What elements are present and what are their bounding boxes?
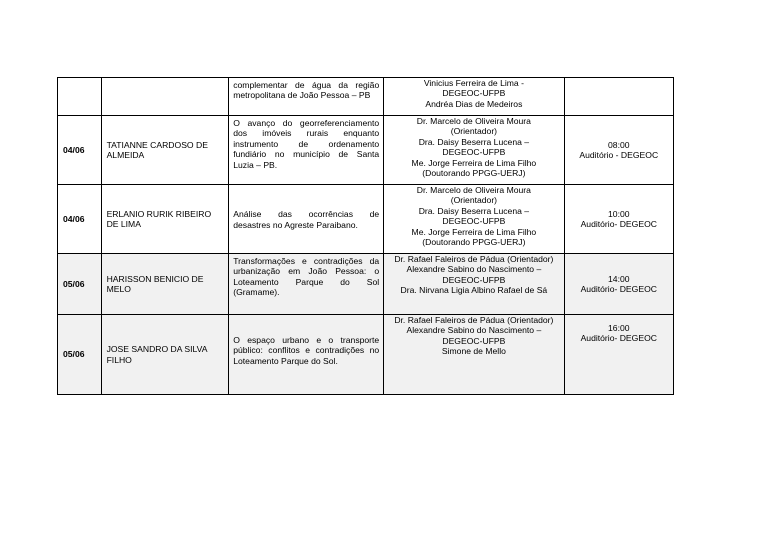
- student-name-cell: [101, 254, 229, 315]
- title-line: (Gramame).: [233, 287, 280, 298]
- name-line: HARISSON BENICIO DE: [106, 273, 204, 284]
- defense-time: 16:00: [608, 323, 630, 333]
- title-line: Loteamento Parque do Sol.: [233, 355, 338, 366]
- committee-cell: [384, 315, 564, 395]
- defense-time: 08:00: [608, 139, 630, 150]
- committee-line: Simone de Mello: [441, 346, 506, 357]
- thesis-title-cell: [229, 78, 384, 116]
- time-place-cell: [564, 78, 673, 116]
- title-line: dos imóveis rurais enquanto: [233, 128, 380, 139]
- defense-time: 10:00: [608, 208, 630, 219]
- table-row: [58, 116, 674, 185]
- committee-line: (Orientador): [450, 126, 498, 137]
- title-line: metropolitana de João Pessoa – PB: [233, 90, 371, 101]
- defense-time: 14:00: [608, 273, 630, 284]
- title-line: O espaço urbano e o transporte: [233, 335, 380, 345]
- committee-line: DEGEOC-UFPB: [442, 216, 506, 227]
- committee-line: Andréa Dias de Medeiros: [425, 98, 523, 109]
- committee-line: DEGEOC-UFPB: [442, 147, 506, 158]
- committee-line: Vinicius Ferreira de Lima -: [423, 78, 524, 88]
- committee-line: Me. Jorge Ferreira de Lima Filho: [411, 226, 537, 237]
- student-name-cell: [101, 116, 229, 185]
- title-line: Luzia – PB.: [233, 159, 278, 170]
- committee-line: (Doutorando PPGG-UERJ): [422, 237, 526, 248]
- name-line: ALMEIDA: [106, 150, 145, 160]
- title-line: Transformações e contradições da: [233, 256, 380, 266]
- title-line: desastres no Agreste Paraibano.: [233, 219, 358, 230]
- title-line: urbanização em João Pessoa: o: [233, 266, 380, 277]
- thesis-title-cell: [229, 185, 384, 254]
- committee-line: Dr. Marcelo de Oliveira Moura: [416, 185, 531, 195]
- title-line: instrumento de ordenamento: [233, 138, 380, 149]
- name-line: JOSE SANDRO DA SILVA: [106, 344, 208, 355]
- time-place-cell: [564, 185, 673, 254]
- committee-line: DEGEOC-UFPB: [442, 274, 506, 285]
- committee-line: Dr. Rafael Faleiros de Pádua (Orientador): [394, 315, 554, 325]
- committee-line: Me. Jorge Ferreira de Lima Filho: [411, 157, 537, 168]
- defense-location: Auditório - DEGEOC: [579, 150, 659, 160]
- defense-schedule-table: [57, 77, 674, 395]
- name-line: TATIANNE CARDOSO DE: [106, 139, 208, 150]
- committee-line: Dra. Daisy Beserra Lucena –: [418, 136, 530, 147]
- committee-line: (Orientador): [450, 195, 498, 206]
- table-row: [58, 185, 674, 254]
- committee-line: Dr. Rafael Faleiros de Pádua (Orientador): [394, 254, 554, 264]
- title-line: O avanço do georreferenciamento: [233, 118, 380, 128]
- student-name-cell: [101, 185, 229, 254]
- time-place-cell: [564, 254, 673, 315]
- name-line: DE LIMA: [106, 219, 141, 229]
- committee-cell: [384, 116, 564, 185]
- name-line: FILHO: [106, 354, 132, 365]
- title-line: Análise das ocorrências de: [233, 209, 380, 220]
- committee-line: Dra. Daisy Beserra Lucena –: [418, 205, 530, 216]
- table-row: [58, 78, 674, 116]
- committee-line: Dr. Marcelo de Oliveira Moura: [416, 116, 531, 126]
- time-place-cell: [564, 315, 673, 395]
- date-cell: 05/06: [58, 254, 102, 315]
- committee-cell: [384, 254, 564, 315]
- committee-line: DEGEOC-UFPB: [442, 88, 506, 99]
- title-line: fundiário no município de Santa: [233, 149, 380, 160]
- title-line: Loteamento Parque do Sol: [233, 276, 380, 287]
- committee-line: DEGEOC-UFPB: [442, 335, 506, 346]
- committee-line: (Doutorando PPGG-UERJ): [422, 168, 526, 179]
- date-cell: 05/06: [58, 315, 102, 395]
- committee-cell: [384, 78, 564, 116]
- thesis-title-cell: [229, 315, 384, 395]
- committee-line: Alexandre Sabino do Nascimento –: [406, 325, 542, 336]
- thesis-title-cell: [229, 116, 384, 185]
- title-line: complementar de água da região: [233, 80, 380, 90]
- date-cell: 04/06: [58, 116, 102, 185]
- student-name-cell: [101, 78, 229, 116]
- title-line: público: conflitos e contradições no: [233, 345, 380, 356]
- time-place-cell: [564, 116, 673, 185]
- name-line: MELO: [106, 284, 131, 294]
- date-cell: [58, 78, 102, 116]
- thesis-title-cell: [229, 254, 384, 315]
- table-row: [58, 254, 674, 315]
- defense-location: Auditório- DEGEOC: [580, 219, 657, 229]
- committee-line: Dra. Nirvana Ligia Albino Rafael de Sá: [400, 285, 548, 296]
- date-cell: 04/06: [58, 185, 102, 254]
- committee-cell: [384, 185, 564, 254]
- defense-location: Auditório- DEGEOC: [580, 284, 657, 294]
- committee-line: Alexandre Sabino do Nascimento –: [406, 264, 542, 275]
- table-row: [58, 315, 674, 395]
- name-line: ERLANIO RURIK RIBEIRO: [106, 208, 212, 219]
- defense-location: Auditório- DEGEOC: [580, 333, 657, 344]
- student-name-cell: [101, 315, 229, 395]
